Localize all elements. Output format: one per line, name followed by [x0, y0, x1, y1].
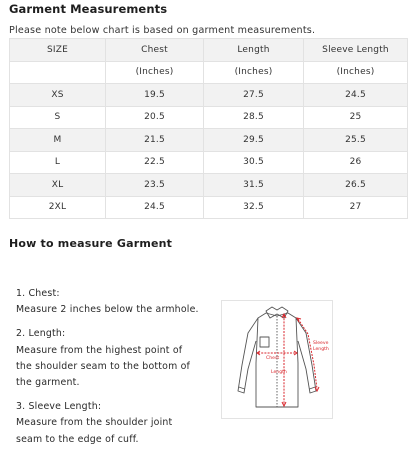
sleeve-label-line2: Length — [313, 347, 329, 352]
step-length-text: the garment. — [16, 377, 80, 389]
table-row — [10, 151, 408, 174]
header-size: SIZE — [10, 39, 106, 62]
size-chart-table — [9, 38, 408, 219]
size-cell: M — [10, 129, 106, 152]
table-row — [10, 174, 408, 197]
table-header-row — [10, 39, 408, 62]
chest-cell: 22.5 — [106, 151, 204, 174]
chest-label: Chest — [266, 356, 280, 361]
unit-length: (Inches) — [204, 61, 304, 84]
sleeve-cell: 24.5 — [304, 84, 408, 107]
table-row — [10, 129, 408, 152]
size-cell: XL — [10, 174, 106, 197]
chest-cell: 24.5 — [106, 196, 204, 219]
length-cell: 31.5 — [204, 174, 304, 197]
step-chest-text: Measure 2 inches below the armhole. — [16, 304, 199, 316]
sleeve-cell: 26 — [304, 151, 408, 174]
length-cell: 32.5 — [204, 196, 304, 219]
chest-cell: 19.5 — [106, 84, 204, 107]
chest-cell: 20.5 — [106, 106, 204, 129]
sleeve-cell: 27 — [304, 196, 408, 219]
step-length-title: 2. Length: — [16, 328, 66, 340]
sleeve-cell: 26.5 — [304, 174, 408, 197]
step-sleeve-title: 3. Sleeve Length: — [16, 401, 102, 413]
table-row — [10, 196, 408, 219]
step-length-text: the shoulder seam to the bottom of — [16, 360, 191, 372]
length-cell: 30.5 — [204, 151, 304, 174]
shirt-measurement-diagram — [221, 300, 333, 419]
size-cell: XS — [10, 84, 106, 107]
length-label: Length — [271, 370, 287, 375]
step-sleeve-text: seam to the edge of cuff. — [16, 433, 139, 445]
shirt-diagram-svg — [222, 301, 332, 418]
measure-instructions — [16, 286, 226, 448]
unit-size — [10, 61, 106, 84]
step-length-text: Measure from the highest point of — [16, 344, 183, 356]
unit-sleeve-length: (Inches) — [304, 61, 408, 84]
step-sleeve-text: Measure from the shoulder joint — [16, 417, 173, 429]
header-sleeve-length: Sleeve Length — [304, 39, 408, 62]
length-cell: 28.5 — [204, 106, 304, 129]
step-chest-title: 1. Chest: — [16, 288, 60, 299]
header-length: Length — [204, 39, 304, 62]
chest-cell: 23.5 — [106, 174, 204, 197]
how-to-measure-heading: How to measure Garment — [9, 237, 173, 250]
chest-cell: 21.5 — [106, 129, 204, 152]
page-title: Garment Measurements — [9, 2, 168, 16]
size-cell: S — [10, 106, 106, 129]
sleeve-label-line1: Sleeve — [313, 341, 329, 346]
sleeve-cell: 25.5 — [304, 129, 408, 152]
sleeve-cell: 25 — [304, 106, 408, 129]
unit-chest: (Inches) — [106, 61, 204, 84]
header-chest: Chest — [106, 39, 204, 62]
table-row — [10, 84, 408, 107]
table-units-row — [10, 61, 408, 84]
size-cell: L — [10, 151, 106, 174]
length-cell: 27.5 — [204, 84, 304, 107]
chart-note: Please note below chart is based on garment measurements. — [9, 25, 316, 36]
size-cell: 2XL — [10, 196, 106, 219]
table-row — [10, 106, 408, 129]
length-cell: 29.5 — [204, 129, 304, 152]
